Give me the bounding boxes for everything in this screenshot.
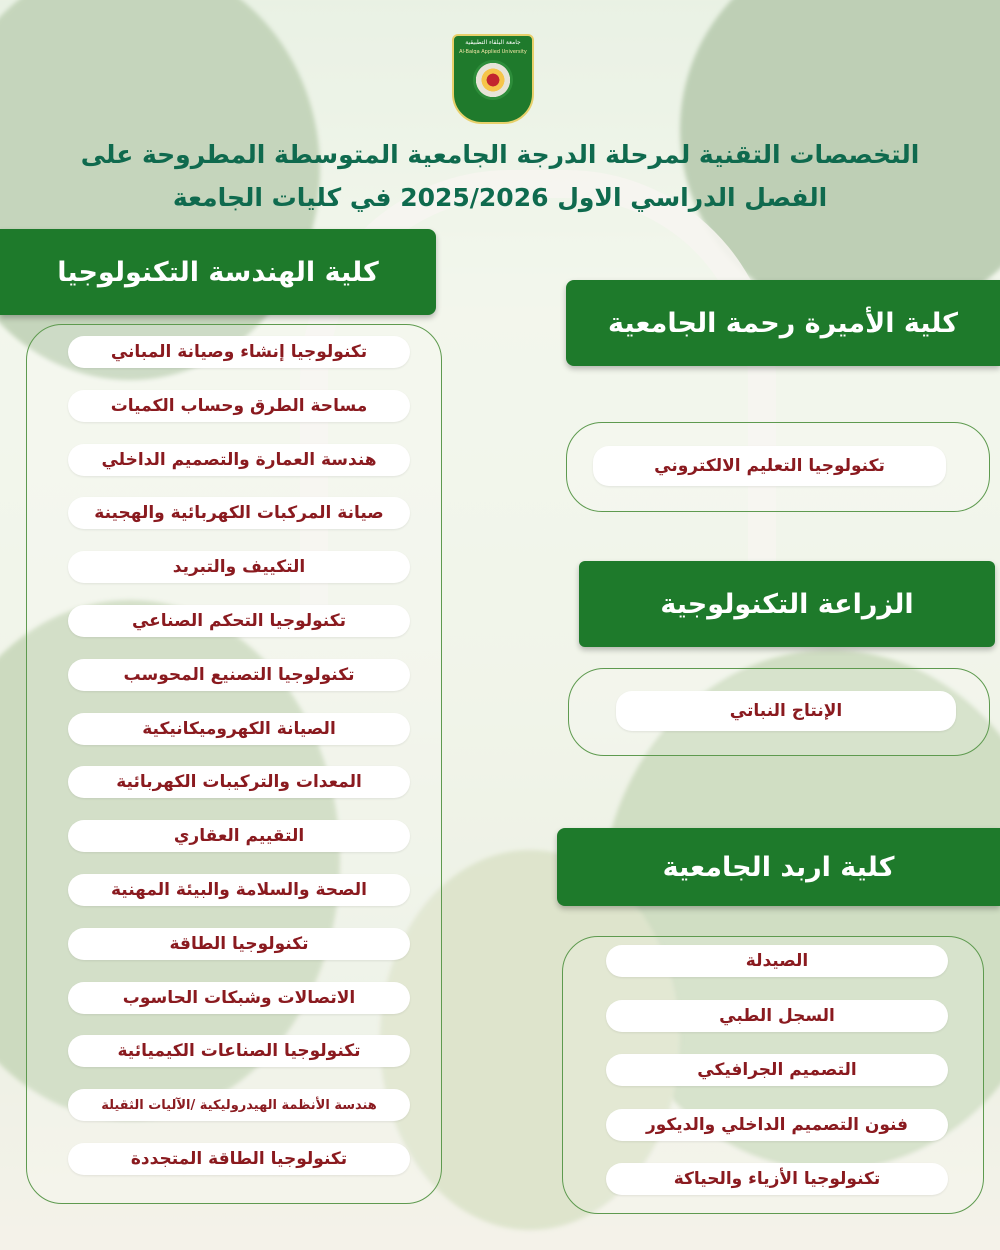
list-item: تكنولوجيا التحكم الصناعي	[68, 605, 410, 637]
list-item: الصيانة الكهروميكانيكية	[68, 713, 410, 745]
logo-emblem-icon	[473, 60, 513, 100]
list-item: التصميم الجرافيكي	[606, 1054, 948, 1086]
list-item: تكنولوجيا الطاقة	[68, 928, 410, 960]
rahma-college-header: كلية الأميرة رحمة الجامعية	[566, 280, 1000, 366]
list-item: تكنولوجيا الصناعات الكيميائية	[68, 1035, 410, 1067]
list-item: مساحة الطرق وحساب الكميات	[68, 390, 410, 422]
list-item: التقييم العقاري	[68, 820, 410, 852]
list-item: تكنولوجيا التعليم الالكتروني	[593, 446, 946, 486]
irbid-college-header: كلية اربد الجامعية	[557, 828, 1000, 906]
list-item: تكنولوجيا الأزياء والحياكة	[606, 1163, 948, 1195]
page-title-line-2: الفصل الدراسي الاول 2025/2026 في كليات الجامعة	[172, 183, 828, 212]
list-item: صيانة المركبات الكهربائية والهجينة	[68, 497, 410, 529]
list-item: الصحة والسلامة والبيئة المهنية	[68, 874, 410, 906]
list-item: فنون التصميم الداخلي والديكور	[606, 1109, 948, 1141]
university-logo: جامعة البلقاء التطبيقية Al-Balqa Applied University	[452, 34, 534, 124]
list-item: تكنولوجيا التصنيع المحوسب	[68, 659, 410, 691]
list-item: المعدات والتركيبات الكهربائية	[68, 766, 410, 798]
list-item: الإنتاج النباتي	[616, 691, 956, 731]
page-title-line-1: التخصصات التقنية لمرحلة الدرجة الجامعية المتوسطة المطروحة على	[80, 140, 920, 169]
list-item: الاتصالات وشبكات الحاسوب	[68, 982, 410, 1014]
agriculture-college-header: الزراعة التكنولوجية	[579, 561, 995, 647]
list-item: تكنولوجيا إنشاء وصيانة المباني	[68, 336, 410, 368]
list-item: هندسة الأنظمة الهيدروليكية /الآليات الثقيلة	[68, 1089, 410, 1121]
list-item: الصيدلة	[606, 945, 948, 977]
engineering-college-header: كلية الهندسة التكنولوجيا	[0, 229, 436, 315]
list-item: التكييف والتبريد	[68, 551, 410, 583]
list-item: تكنولوجيا الطاقة المتجددة	[68, 1143, 410, 1175]
list-item: هندسة العمارة والتصميم الداخلي	[68, 444, 410, 476]
list-item: السجل الطبي	[606, 1000, 948, 1032]
